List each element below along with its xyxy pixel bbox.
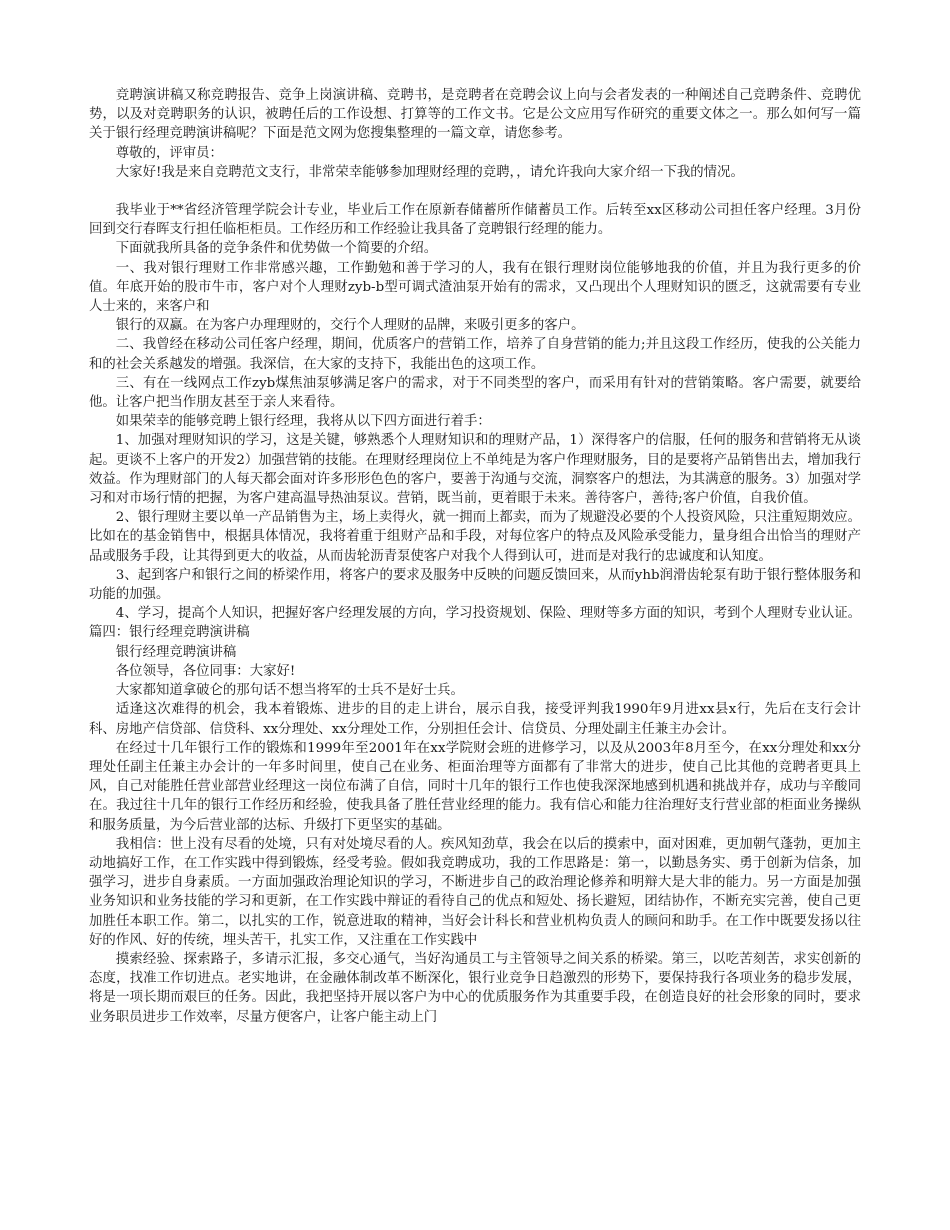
document-body (89, 86, 861, 1027)
experience-paragraph: 在经过十几年银行工作的锻炼和1999年至2001年在xx学院财会班的进修学习，以及从2003年8月至今，在xx分理处和xx分理处任副主任兼主办会计的一年多时间里，使自己在业务、柜面治理等方面都有了非常大的进步，使自己比其他的竞聘者更具上风，自己对能胜任营业部营业经理这一岗位布满了自信，同时十几年的银行工作也使我深深地感到机遇和挑战并存，成功与辛酸同在。我过往十几年的银行工作经历和经验，使我具备了胜任营业经理的能力。我有信心和能力往治理好支行营业部的柜面业务操纵和服务质量，为今后营业部的达标、升级打下更坚实的基础。 (89, 740, 861, 833)
plan-item-1: 1、加强对理财知识的学习，这是关键，够熟悉个人理财知识和的理财产品，1）深得客户的信服，任何的服务和营销将无从谈起。更谈不上客户的开发2）加强营销的技能。在理财经理岗位上不单纯是为客户作理财服务，目的是要将产品销售出去，增加我行效益。作为理财部门的人每天都会面对许多形形色色的客户，要善于沟通与交流，洞察客户的想法，为其满意的服务。3）加强对学习和对市场行情的把握，为客户建高温导热油泵议。营销，既当前，更着眼于未来。善待客户，善待;客户价值，自我价值。 (89, 433, 861, 507)
section-title: 银行经理竞聘演讲稿 (115, 644, 237, 660)
salutation: 尊敬的，评审员： (115, 145, 223, 161)
plan-item-4: 4、学习，提高个人知识，把握好客户经理发展的方向，学习投资规划、保险、理财等多方面的知识，考到个人理财专业认证。篇四：银行经理竞聘演讲稿 (89, 606, 861, 641)
point-one-paragraph: 一、我对银行理财工作非常感兴趣，工作勤勉和善于学习的人，我有在银行理财岗位能够地我的价值，并且为我行更多的价值。年底开始的股市牛市，客户对个人理财zyb-b型可调式渣油泵开始有的需求，又凸现出个人理财知识的匮乏，这就需要有专业人士来的，来客户和 (89, 260, 861, 315)
closing-paragraph: 摸索经验、探索路子，多请示汇报，多交心通气，当好沟通员工与主管领导之间关系的桥梁。第三，以吃苦刻苦，求实创新的态度，找准工作切进点。老实地讲，在金融体制改革不断深化，银行业竞争日趋激烈的形势下，要保持我行各项业务的稳步发展，将是一项长期而艰巨的任务。因此，我把坚持开展以客户为中心的优质服务作为其重要手段，在创造良好的社会形象的同时，要求业务职员进步工作效率，尽量方便客户，让客户能主动上门 (89, 951, 861, 1025)
belief-paragraph: 我相信：世上没有尽看的处境，只有对处境尽看的人。疾风知劲草，我会在以后的摸索中，面对困难，更加朝气蓬勃，更加主动地搞好工作，在工作实践中得到锻炼，经受考验。假如我竞聘成功，我的工作思路是：第一，以勤恳务实、勇于创新为信条，加强学习，进步自身素质。一方面加强政治理论知识的学习，不断进步自己的政治理论修养和明辩大是大非的能力。另一方面是加强业务知识和业务技能的学习和更新，在工作实践中辩证的看待自己的优点和短处、扬长避短，团结协作，不断充实完善，使自己更加胜任本职工作。第二，以扎实的工作，锐意进取的精神，当好会计科长和营业机构负责人的顾问和助手。在工作中既要发扬以往好的作风、好的传统，埋头苦干，扎实工作，又注重在工作实践中 (89, 836, 861, 948)
point-two-paragraph: 二、我曾经在移动公司任客户经理，期间，优质客户的营销工作，培养了自身营销的能力;并且这段工作经历，使我的公关能力和的社会关系越发的增强。我深信，在大家的支持下，我能出色的这项工作。 (89, 337, 861, 372)
second-salutation: 各位领导，各位同事：大家好! (115, 663, 296, 679)
plan-intro: 如果荣幸的能够竞聘上银行经理，我将从以下四方面进行着手： (115, 414, 491, 430)
plan-item-2: 2、银行理财主要以单一产品销售为主，场上卖得火，就一拥而上都卖，而为了规避没必要的个人投资风险，只注重短期效应。比如在的基金销售中，根据具体情况，我将着重于组财产品和手段，对每位客户的特点及风险承受能力，量身组合出恰当的理财产品或服务手段，让其得到更大的收益，从而齿轮沥青泵使客户对我个人得到认可，进而是对我行的忠诚度和认知度。 (89, 510, 861, 564)
background-paragraph: 我毕业于**省经济管理学院会计专业，毕业后工作在原新春储蓄所作储蓄员工作。后转至xx区移动公司担任客户经理。3月份回到交行春晖支行担任临柜柜员。工作经历和工作经验让我具备了竞聘银行经理的能力。 (89, 203, 861, 238)
career-paragraph: 适逢这次难得的机会，我本着锻炼、进步的目的走上讲台，展示自我，接受评判我1990年9月进xx县x行，先后在支行会计科、房地产信贷部、信贷科、xx分理处、xx分理处工作，分别担任会计、信贷员、分理处副主任兼主办会计。 (89, 702, 861, 737)
greeting-paragraph: 大家好!我是来自竞聘范文支行，非常荣幸能够参加理财经理的竞聘，，请允许我向大家介绍一下我的情况。 (115, 164, 744, 180)
advantages-intro: 下面就我所具备的竞争条件和优势做一个简要的介绍。 (115, 241, 438, 257)
quote-paragraph: 大家都知道拿破仑的那句话不想当将军的士兵不是好士兵。 (115, 683, 464, 699)
intro-paragraph: 竞聘演讲稿又称竞聘报告、竞争上岗演讲稿、竞聘书，是竞聘者在竞聘会议上向与会者发表的一种阐述自己竞聘条件、竞聘优势，以及对竞聘职务的认识，被聘任后的工作设想、打算等的工作文书。它是公文应用写作研究的重要文体之一。那么如何写一篇关于银行经理竞聘演讲稿呢？下面是范文网为您搜集整理的一篇文章，请您参考。 (89, 88, 861, 142)
point-three-paragraph: 三、有在一线网点工作zyb煤焦油泵够满足客户的需求，对于不同类型的客户，而采用有针对的营销策略。客户需要，就要给他。让客户把当作朋友甚至于亲人来看待。 (89, 375, 861, 411)
plan-item-3: 3、起到客户和银行之间的桥梁作用，将客户的要求及服务中反映的问题反馈回来，从而yhb润滑齿轮泵有助于银行整体服务和功能的加强。 (89, 567, 861, 603)
point-one-continued: 银行的双赢。在为客户办理理财的，交行个人理财的品牌，来吸引更多的客户。 (115, 318, 585, 334)
